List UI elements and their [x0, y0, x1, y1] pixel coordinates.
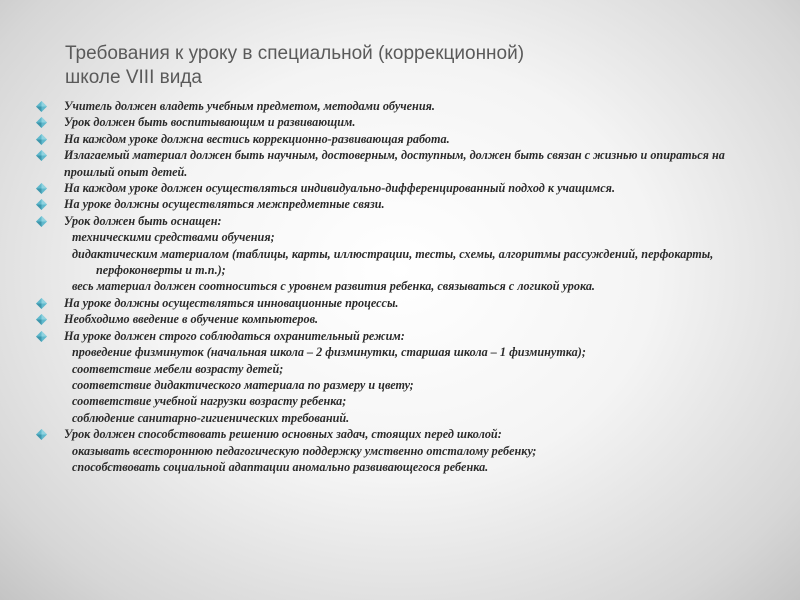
list-item: [36, 131, 736, 147]
sub-list-item-text: весь материал должен соотноситься с уровнем развития ребенка, связываться с логикой урока.: [72, 279, 595, 294]
list-item: [36, 295, 736, 311]
list-item-text: На уроке должны осуществляться межпредметные связи.: [64, 197, 385, 212]
diamond-bullet-icon: [36, 314, 47, 325]
list-item-text: Урок должен быть оснащен:: [64, 213, 222, 228]
sub-list-item: [36, 459, 736, 475]
requirements-list: [36, 98, 736, 475]
list-item-text: На каждом уроке должна вестись коррекционно-развивающая работа.: [64, 131, 450, 146]
slide-title-line-1: Требования к уроку в специальной (коррекционной): [65, 43, 525, 64]
sub-list-item: [36, 278, 736, 294]
list-item-text: Урок должен быть воспитывающим и развивающим.: [64, 115, 356, 130]
diamond-bullet-icon: [36, 150, 47, 161]
sub-list-item: [36, 361, 736, 377]
diamond-bullet-icon: [36, 199, 47, 210]
sub-list-item: [36, 246, 736, 279]
sub-list-item-text: оказывать всестороннюю педагогическую поддержку умственно отсталому ребенку;: [72, 443, 537, 458]
diamond-bullet-icon: [36, 298, 47, 309]
slide-title-line-2: школе VIII вида: [65, 67, 202, 88]
sub-list-item: [36, 393, 736, 409]
sub-list-item-text: соответствие учебной нагрузки возрасту ребенка;: [72, 394, 347, 409]
sub-list-item-text: способствовать социальной адаптации аномально развивающегося ребенка.: [72, 459, 489, 474]
sub-list-item: [36, 344, 736, 360]
sub-list-item-text: дидактическим материалом (таблицы, карты, иллюстрации, тесты, схемы, алгоритмы рассуждений, перфокарты, перфоконверты и т.п.);: [72, 246, 714, 278]
slide-title: [65, 42, 705, 90]
sub-list-item-text: техническими средствами обучения;: [72, 230, 275, 245]
diamond-bullet-icon: [36, 216, 47, 227]
list-item: [36, 426, 736, 442]
sub-list-item: [36, 229, 736, 245]
diamond-bullet-icon: [36, 331, 47, 342]
sub-list-item-text: соблюдение санитарно-гигиенических требований.: [72, 410, 350, 425]
list-item-text: На уроке должен строго соблюдаться охранительный режим:: [64, 328, 405, 343]
diamond-bullet-icon: [36, 429, 47, 440]
list-item-text: На уроке должны осуществляться инновационные процессы.: [64, 295, 399, 310]
list-item: [36, 147, 736, 180]
sub-list-item: [36, 410, 736, 426]
diamond-bullet-icon: [36, 183, 47, 194]
diamond-bullet-icon: [36, 117, 47, 128]
list-item: [36, 98, 736, 114]
sub-list-item-text: проведение физминуток (начальная школа – 2 физминутки, старшая школа – 1 физминутка);: [72, 345, 586, 360]
list-item-text: Излагаемый материал должен быть научным, достоверным, доступным, должен быть связан с жизнью и опираться на прошлый опыт детей.: [64, 148, 725, 179]
list-item-text: Учитель должен владеть учебным предметом, методами обучения.: [64, 99, 435, 113]
list-item-text: Урок должен способствовать решению основных задач, стоящих перед школой:: [64, 427, 502, 442]
list-item: [36, 196, 736, 212]
sub-list-item-text: соответствие дидактического материала по размеру и цвету;: [72, 377, 414, 392]
sub-list-item: [36, 377, 736, 393]
list-item-text: Необходимо введение в обучение компьютеров.: [64, 312, 319, 327]
diamond-bullet-icon: [36, 134, 47, 145]
list-item: [36, 311, 736, 327]
list-item: [36, 114, 736, 130]
list-item: [36, 328, 736, 344]
sub-list-item-text: соответствие мебели возрасту детей;: [72, 361, 284, 376]
diamond-bullet-icon: [36, 101, 47, 112]
list-item: [36, 180, 736, 196]
sub-list-item: [36, 443, 736, 459]
list-item: [36, 213, 736, 229]
list-item-text: На каждом уроке должен осуществляться индивидуально-дифференцированный подход к учащимся.: [64, 181, 616, 196]
